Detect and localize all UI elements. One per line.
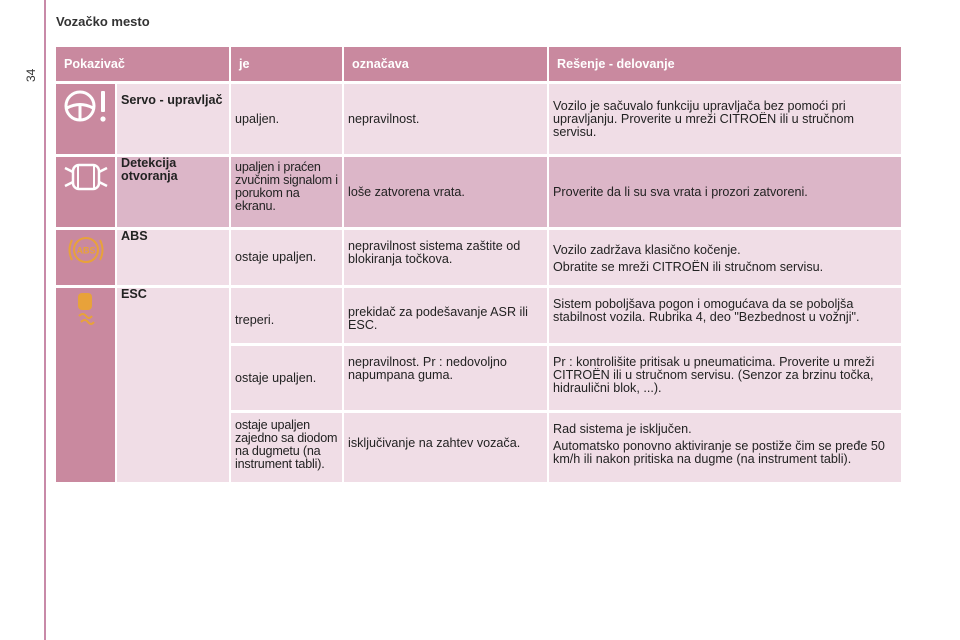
abs-solution-line-1: Vozilo zadržava klasično kočenje. [553, 243, 741, 257]
door-meaning: loše zatvorena vrata. [343, 156, 548, 229]
servo-meaning: nepravilnost. [343, 83, 548, 156]
door-name: Detekcija otvoranja [116, 156, 230, 229]
esc-3-solution-line-1: Rad sistema je isključen. [553, 422, 692, 436]
table-row-abs [56, 229, 902, 287]
door-solution: Proverite da li su sva vrata i prozori zatvoreni. [548, 156, 902, 229]
abs-meaning: nepravilnost sistema zaštite od blokiranja točkova. [343, 229, 548, 287]
table-row-esc-1 [56, 287, 902, 345]
header-solution: Rešenje - delovanje [548, 47, 902, 83]
esc-name: ESC [116, 287, 230, 484]
header-state: je [230, 47, 343, 83]
svg-text:ABS: ABS [75, 245, 96, 256]
abs-name: ABS [116, 229, 230, 287]
esc-3-state: ostaje upaljen zajedno sa diodom na dugmetu (na instrument tabli). [230, 412, 343, 484]
icon-cell-esc [56, 287, 116, 484]
page-margin-bar [44, 0, 46, 640]
icon-cell-servo [56, 83, 116, 156]
esc-1-solution: Sistem poboljšava pogon i omogućava da se poboljša stabilnost vozila. Rubrika 4, deo "Bezbednost u vožnji". [548, 287, 902, 345]
icon-cell-abs [56, 229, 116, 287]
door-state: upaljen i praćen zvučnim signalom i porukom na ekranu. [230, 156, 343, 229]
esc-1-state: treperi. [230, 287, 343, 345]
page-number: 34 [24, 68, 38, 82]
esc-2-state: ostaje upaljen. [230, 345, 343, 412]
servo-solution: Vozilo je sačuvalo funkciju upravljača bez pomoći pri upravljanju. Proverite u mreži CITROËN ili u stručnom servisu. [548, 83, 902, 156]
abs-solution-line-2: Obratite se mreži CITROËN ili stručnom servisu. [553, 260, 824, 274]
servo-name: Servo - upravljač [116, 83, 230, 156]
table-row-servo [56, 83, 902, 156]
esc-3-solution-line-2: Automatsko ponovno aktiviranje se postiže čim se pređe 50 km/h ili nakon pritiska na dugme (na instrument tabli). [553, 439, 885, 466]
indicator-table [56, 47, 903, 485]
open-door-icon [62, 157, 110, 197]
section-title: Vozačko mesto [56, 14, 150, 29]
esc-3-meaning: isključivanje na zahtev vozača. [343, 412, 548, 484]
header-meaning: označava [343, 47, 548, 83]
abs-icon [64, 230, 108, 270]
abs-solution [548, 229, 902, 287]
table-header-row [56, 47, 902, 83]
steering-wheel-warning-icon [60, 84, 116, 128]
table-row-door [56, 156, 902, 229]
abs-state: ostaje upaljen. [230, 229, 343, 287]
icon-cell-door [56, 156, 116, 229]
esc-skid-icon [66, 288, 106, 328]
esc-1-meaning: prekidač za podešavanje ASR ili ESC. [343, 287, 548, 345]
servo-state: upaljen. [230, 83, 343, 156]
esc-2-solution: Pr : kontrolišite pritisak u pneumaticima. Proverite u mreži CITROËN ili u stručnom servisu. (Senzor za brzinu točka, hidraulični blok, ...). [548, 345, 902, 412]
header-indicator: Pokazivač [56, 47, 230, 83]
esc-3-solution [548, 412, 902, 484]
esc-2-meaning: nepravilnost. Pr : nedovoljno napumpana guma. [343, 345, 548, 412]
